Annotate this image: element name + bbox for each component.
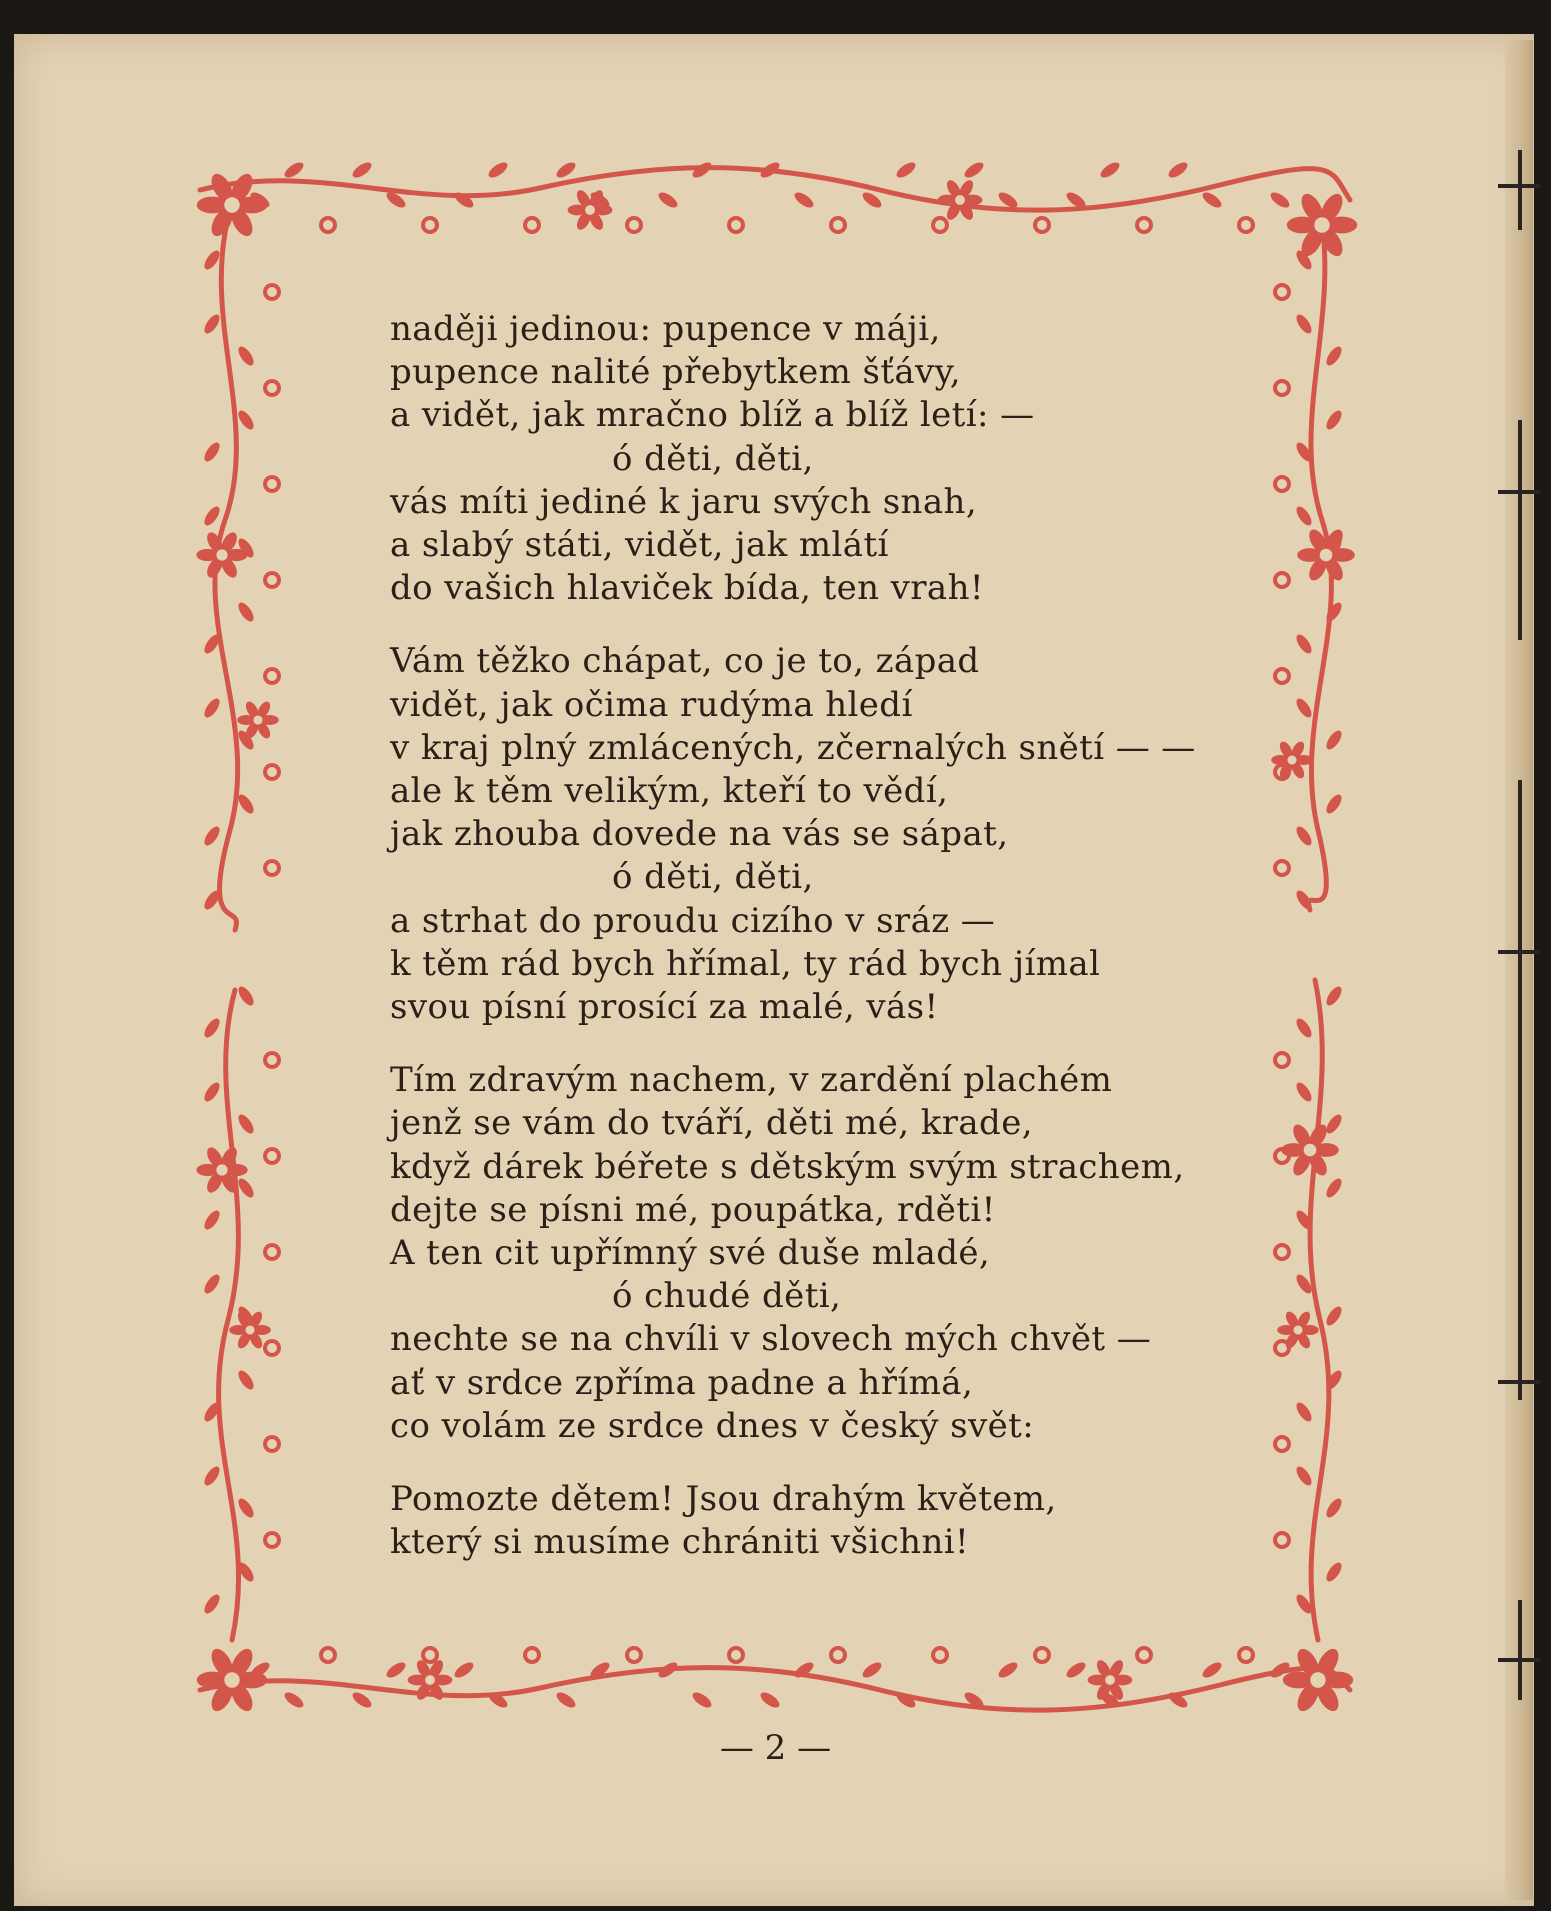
leaf-ornament xyxy=(1064,1660,1088,1681)
stanza xyxy=(390,1059,1250,1448)
flower-ornament xyxy=(938,178,983,222)
bud-ornament xyxy=(265,1437,279,1451)
poem-text xyxy=(390,308,1250,1564)
poem-line: když dárek béřete s dětským svým strachem, xyxy=(390,1146,1185,1187)
stanza xyxy=(390,640,1250,1029)
leaf-ornament xyxy=(1324,600,1345,624)
bud-ornament xyxy=(933,1648,947,1662)
flower-ornament xyxy=(568,188,613,232)
leaf-ornament xyxy=(962,160,986,181)
leaf-ornament xyxy=(202,312,223,336)
leaf-ornament xyxy=(1324,1112,1345,1136)
poem-line: jenž se vám do tváří, děti mé, krade, xyxy=(390,1103,1033,1144)
leaf-ornament xyxy=(236,1112,257,1136)
bud-ornament xyxy=(265,861,279,875)
leaf-ornament xyxy=(554,1690,578,1711)
leaf-ornament xyxy=(1294,1400,1315,1424)
leaf-ornament xyxy=(690,1690,714,1711)
leaf-ornament xyxy=(1324,1176,1345,1200)
poem-line: pupence nalité přebytkem šťávy, xyxy=(390,352,961,393)
poem-line: ale k těm velikým, kteří to vědí, xyxy=(390,771,949,812)
bud-ornament xyxy=(1035,1648,1049,1662)
poem-line: co volám ze srdce dnes v český svět: xyxy=(390,1405,1035,1446)
bud-ornament xyxy=(1239,1648,1253,1662)
leaf-ornament xyxy=(1294,312,1315,336)
bud-ornament xyxy=(265,1341,279,1355)
bud-ornament xyxy=(1275,477,1289,491)
poem-line: který si musíme chrániti všichni! xyxy=(390,1522,970,1563)
poem-line: Tím zdravým nachem, v zardění plachém xyxy=(390,1060,1113,1101)
bud-ornament xyxy=(265,285,279,299)
leaf-ornament xyxy=(894,160,918,181)
poem-line: ó děti, děti, xyxy=(612,857,814,898)
bud-ornament xyxy=(321,1648,335,1662)
leaf-ornament xyxy=(1294,504,1315,528)
poem-line: nechte se na chvíli v slovech mých chvět — xyxy=(390,1319,1152,1360)
poem-line: k těm rád bych hřímal, ty rád bych jímal xyxy=(390,943,1101,984)
bud-ornament xyxy=(831,218,845,232)
leaf-ornament xyxy=(452,1660,476,1681)
poem-line: Vám těžko chápat, co je to, západ xyxy=(390,641,980,682)
leaf-ornament xyxy=(1200,190,1224,211)
flower-ornament xyxy=(197,1645,267,1714)
leaf-ornament xyxy=(202,504,223,528)
poem-line: vidět, jak očima rudýma hledí xyxy=(390,684,913,725)
flower-ornament xyxy=(1277,1310,1319,1351)
leaf-ornament xyxy=(202,1272,223,1296)
leaf-ornament xyxy=(202,1592,223,1616)
bud-ornament xyxy=(423,1648,437,1662)
leaf-ornament xyxy=(202,1208,223,1232)
leaf-ornament xyxy=(1268,190,1292,211)
poem-line: naději jedinou: pupence v máji, xyxy=(390,309,941,349)
leaf-ornament xyxy=(452,190,476,211)
leaf-ornament xyxy=(1324,984,1345,1008)
poem-line: a slabý státi, vidět, jak mlátí xyxy=(390,525,889,566)
bud-ornament xyxy=(729,218,743,232)
poem-line: ó děti, děti, xyxy=(612,438,814,479)
leaf-ornament xyxy=(202,696,223,720)
bud-ornament xyxy=(1275,573,1289,587)
poem-line: ať v srdce zpříma padne a hřímá, xyxy=(390,1362,974,1403)
bud-ornament xyxy=(525,1648,539,1662)
leaf-ornament xyxy=(1324,1560,1345,1584)
leaf-ornament xyxy=(1294,696,1315,720)
bud-ornament xyxy=(423,218,437,232)
leaf-ornament xyxy=(486,160,510,181)
bud-ornament xyxy=(265,477,279,491)
leaf-ornament xyxy=(1294,1016,1315,1040)
leaf-ornament xyxy=(1166,160,1190,181)
bud-ornament xyxy=(321,218,335,232)
bud-ornament xyxy=(627,1648,641,1662)
leaf-ornament xyxy=(202,824,223,848)
leaf-ornament xyxy=(236,1496,257,1520)
leaf-ornament xyxy=(1324,344,1345,368)
bud-ornament xyxy=(831,1648,845,1662)
leaf-ornament xyxy=(282,1690,306,1711)
poem-line: vás míti jediné k jaru svých snah, xyxy=(390,481,978,522)
leaf-ornament xyxy=(1324,792,1345,816)
leaf-ornament xyxy=(202,1080,223,1104)
bud-ornament xyxy=(1035,218,1049,232)
bud-ornament xyxy=(1275,861,1289,875)
leaf-ornament xyxy=(236,600,257,624)
stanza xyxy=(390,1478,1250,1564)
bud-ornament xyxy=(265,573,279,587)
bud-ornament xyxy=(1275,285,1289,299)
poem-line: Pomozte dětem! Jsou drahým květem, xyxy=(390,1479,1057,1520)
bud-ornament xyxy=(1275,1245,1289,1259)
leaf-ornament xyxy=(758,1690,782,1711)
poem-line: jak zhouba dovede na vás se sápat, xyxy=(390,814,1009,855)
leaf-ornament xyxy=(1324,408,1345,432)
bud-ornament xyxy=(627,218,641,232)
bud-ornament xyxy=(1275,381,1289,395)
poem-line: ó chudé děti, xyxy=(612,1276,842,1317)
bud-ornament xyxy=(265,1149,279,1163)
bud-ornament xyxy=(265,765,279,779)
leaf-ornament xyxy=(202,440,223,464)
leaf-ornament xyxy=(860,190,884,211)
stanza xyxy=(390,308,1250,610)
bud-ornament xyxy=(933,218,947,232)
poem-line: dejte se písni mé, poupátka, rděti! xyxy=(390,1189,996,1230)
flower-ornament xyxy=(1283,1645,1353,1714)
leaf-ornament xyxy=(236,1368,257,1392)
leaf-ornament xyxy=(282,160,306,181)
bud-ornament xyxy=(265,1533,279,1547)
leaf-ornament xyxy=(236,344,257,368)
poem-line: A ten cit upřímný své duše mladé, xyxy=(390,1233,991,1274)
bud-ornament xyxy=(265,669,279,683)
bud-ornament xyxy=(1275,669,1289,683)
leaf-ornament xyxy=(202,1464,223,1488)
poem-line: svou písní prosící za malé, vás! xyxy=(390,987,939,1028)
bud-ornament xyxy=(729,1648,743,1662)
flower-ornament xyxy=(196,1145,247,1195)
page-number: — 2 — xyxy=(719,1728,832,1768)
leaf-ornament xyxy=(656,190,680,211)
leaf-ornament xyxy=(1324,1304,1345,1328)
leaf-ornament xyxy=(1294,632,1315,656)
leaf-ornament xyxy=(384,1660,408,1681)
poem-line: a strhat do proudu cizího v sráz — xyxy=(390,900,996,941)
leaf-ornament xyxy=(1324,1496,1345,1520)
bud-ornament xyxy=(265,381,279,395)
leaf-ornament xyxy=(554,160,578,181)
leaf-ornament xyxy=(1324,728,1345,752)
poem-line: v kraj plný zmlácených, zčernalých snětí — — xyxy=(390,727,1196,768)
leaf-ornament xyxy=(792,190,816,211)
bud-ornament xyxy=(1275,1053,1289,1067)
leaf-ornament xyxy=(350,160,374,181)
poem-line: do vašich hlaviček bída, ten vrah! xyxy=(390,568,984,609)
leaf-ornament xyxy=(236,984,257,1008)
leaf-ornament xyxy=(1098,160,1122,181)
bud-ornament xyxy=(265,1053,279,1067)
leaf-ornament xyxy=(202,1016,223,1040)
leaf-ornament xyxy=(1294,1464,1315,1488)
leaf-ornament xyxy=(996,1660,1020,1681)
leaf-ornament xyxy=(1200,1660,1224,1681)
leaf-ornament xyxy=(1294,824,1315,848)
bud-ornament xyxy=(265,1245,279,1259)
bud-ornament xyxy=(1239,218,1253,232)
leaf-ornament xyxy=(236,408,257,432)
bud-ornament xyxy=(1275,1533,1289,1547)
bud-ornament xyxy=(1137,1648,1151,1662)
bud-ornament xyxy=(1275,1437,1289,1451)
bud-ornament xyxy=(1137,218,1151,232)
poem-line: a vidět, jak mračno blíž a blíž letí: — xyxy=(390,395,1035,436)
leaf-ornament xyxy=(1294,1080,1315,1104)
leaf-ornament xyxy=(860,1660,884,1681)
leaf-ornament xyxy=(350,1690,374,1711)
bud-ornament xyxy=(525,218,539,232)
